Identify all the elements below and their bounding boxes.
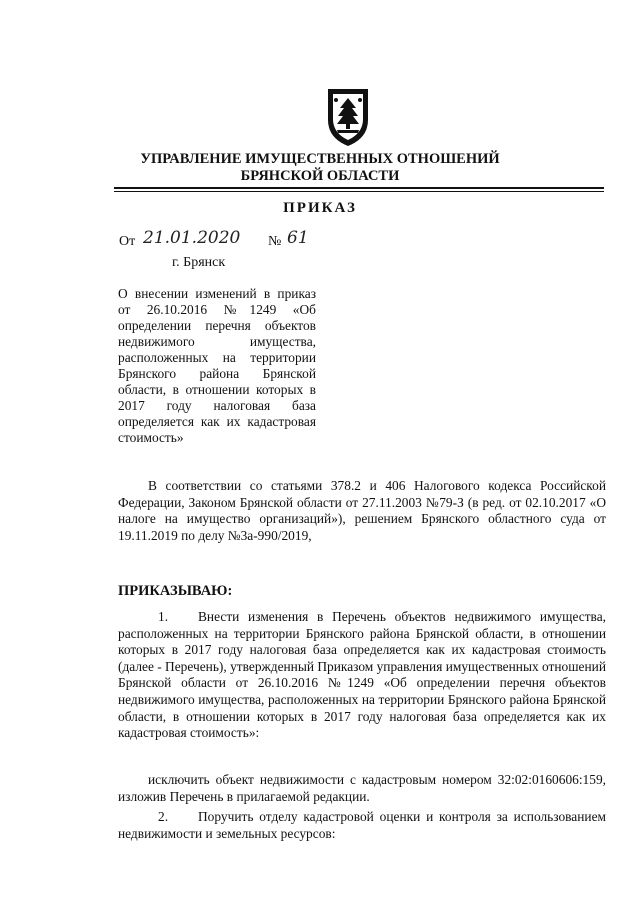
date-value: 21.01.2020: [143, 228, 241, 248]
legal-basis-paragraph: В соответствии со статьями 378.2 и 406 Налогового кодекса Российской Федерации, Законом Брянской области от 27.11.2003 №79-З (в ред. от 02.10.2017 «О налоге на имущество организаций»), решением Брянского областного суда от 19.11.2019 по делу №3а-990/2019,: [118, 478, 606, 543]
order-item-1: [118, 609, 606, 742]
city-label: г. Брянск: [172, 255, 226, 270]
number-label: №: [268, 234, 282, 249]
order-item-2-text: Поручить отделу кадастровой оценки и контроля за использованием недвижимости и земельных ресурсов:: [118, 809, 606, 841]
header-rule-thin: [114, 191, 604, 192]
number-value: 61: [287, 228, 309, 248]
order-item-2-number: 2.: [158, 809, 169, 824]
order-subject: О внесении изменений в приказ от 26.10.2016 №1249 «Об определении перечня объектов недвижимого имущества, расположенных на территории Брянского района Брянской области, в отношении которых в 2017 году налоговая база определяется как их кадастровая стоимость»: [118, 286, 316, 445]
org-name-line2: БРЯНСКОЙ ОБЛАСТИ: [240, 168, 400, 184]
order-item-2: [118, 809, 606, 842]
exclude-object-paragraph: исключить объект недвижимости с кадастровым номером 32:02:0160606:159, изложив Перечень в прилагаемой редакции.: [118, 772, 606, 804]
order-word-heading: ПРИКАЗЫВАЮ:: [118, 583, 233, 599]
order-item-1-number: 1.: [158, 609, 169, 624]
coat-of-arms-icon: [325, 86, 371, 148]
date-label: От: [119, 234, 136, 249]
org-name-line1: УПРАВЛЕНИЕ ИМУЩЕСТВЕННЫХ ОТНОШЕНИЙ: [140, 151, 500, 167]
document-type-title: ПРИКАЗ: [283, 200, 357, 216]
order-item-1-text: Внести изменения в Перечень объектов недвижимого имущества, расположенных на территории Брянского района Брянской области, в отношении которых в 2017 году налоговая база определяется как их кадастровая стоимость (далее - Перечень), утвержденный Приказом управления имущественных отношений Брянской области от 26.10.2016 №1249 «Об определении перечня объектов недвижимого имущества, расположенных на территории Брянского района Брянской области, в отношении которых в 2017 году налоговая база определяется как их кадастровая стоимость»:: [118, 609, 606, 741]
header-rule-thick: [114, 187, 604, 189]
